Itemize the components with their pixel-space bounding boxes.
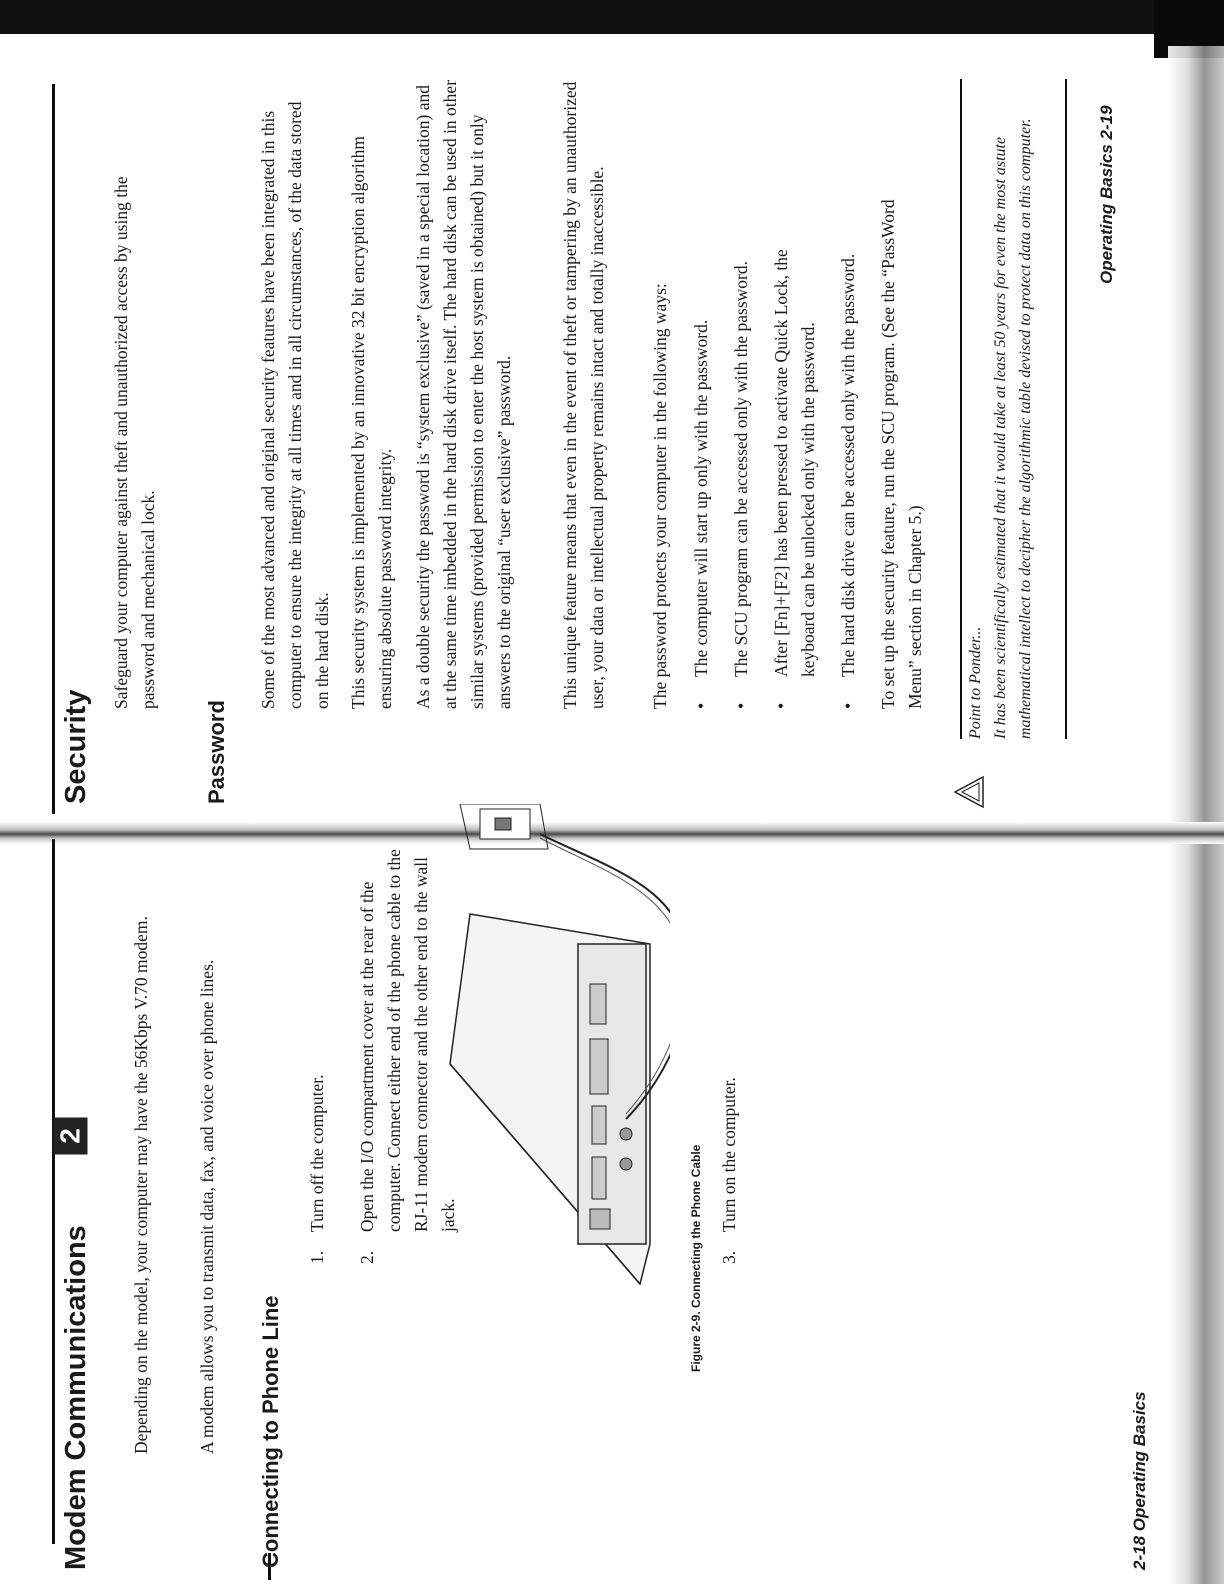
step-text: Open the I/O compartment cover at the rear of the computer. Connect either end of the phone cable to the RJ-11 modem connector and the other end to the wall jack. xyxy=(357,849,458,1232)
security-intro-paragraph: Safeguard your computer against theft and unauthorized access by using the password and mechanical lock. xyxy=(111,176,158,709)
bullet-text: The hard disk drive can be accessed only with the password. xyxy=(838,253,858,677)
bullet-text: The computer will start up only with the password. xyxy=(691,319,711,677)
subheading-password: Password xyxy=(204,700,229,804)
bullet-text: The SCU program can be accessed only with the password. xyxy=(731,260,751,677)
step-text: Turn off the computer. xyxy=(307,1074,327,1232)
scan-right-edge xyxy=(1168,46,1224,1584)
step-text: Turn on the computer. xyxy=(719,1077,739,1232)
modem-intro-paragraph-2: A modem allows you to transmit data, fax, and voice over phone lines. xyxy=(197,959,217,1454)
step-number: 3. xyxy=(719,1250,739,1264)
figure-laptop-phone-cable xyxy=(440,804,670,1304)
chapter-tab-badge: 2 xyxy=(54,1118,88,1155)
warning-triangle-icon xyxy=(953,775,985,809)
password-paragraph-5: The password protects your computer in the following ways: xyxy=(650,283,670,709)
page-footer-right: Operating Basics 2-19 xyxy=(1097,105,1116,284)
note-bottom-rule xyxy=(1065,79,1067,739)
heading-rule-left xyxy=(52,839,55,1544)
note-top-rule xyxy=(960,79,962,739)
step-number: 2. xyxy=(357,1250,377,1264)
security-closing-paragraph: To set up the security feature, run the SCU program. (See the “PassWord Menu” section in Chapter 5.) xyxy=(878,199,925,709)
password-paragraph-1: Some of the most advanced and original security features have been integrated in this computer to ensure the integrity at all times and in all circumstances, of the data stored on the hard disk. xyxy=(258,101,332,709)
password-paragraph-2: This security system is implemented by an innovative 32 bit encryption algorithm ensuring absolute password integrity. xyxy=(348,135,395,709)
bullet-text: After [Fn]+[F2] has been pressed to activate Quick Lock, the keyboard can be unlocked only with the password. xyxy=(771,249,818,677)
bullet-icon xyxy=(728,703,755,709)
page-title-modem: Modem Communications xyxy=(60,1225,92,1570)
note-title: Point to Ponder... xyxy=(967,626,984,739)
page-title-security: Security xyxy=(60,689,92,804)
bullet-icon xyxy=(768,703,795,709)
bullet-icon xyxy=(688,703,715,709)
figure-caption: Figure 2-9. Connecting the Phone Cable xyxy=(689,1144,703,1372)
note-body: It has been scientifically estimated that it would take at least 50 years for even the most astute mathematical intellect to decipher the algorithmic table devised to protect data on this computer. xyxy=(992,118,1034,739)
bullet-icon xyxy=(835,703,862,709)
subheading-phone-line: Connecting to Phone Line xyxy=(258,1295,283,1568)
page-footer-left: 2-18 Operating Basics xyxy=(1130,1391,1149,1570)
password-paragraph-3: As a double security the password is “system exclusive” (saved in a special location) and at the same time imbedded in the hard disk drive itself. The hard disk can be used in other similar systems (provided permission to enter the host system is obtained) but it only answers to the original “user exclusive” password. xyxy=(413,79,514,709)
heading-rule-right xyxy=(52,84,55,814)
modem-intro-paragraph: Depending on the model, your computer may have the 56Kbps V.70 modem. xyxy=(131,916,151,1454)
password-paragraph-4: This unique feature means that even in the event of theft or tampering by an unauthorized user, your data or intellectual property remains intact and totally inaccessible. xyxy=(560,81,607,709)
step-number: 1. xyxy=(307,1250,327,1264)
